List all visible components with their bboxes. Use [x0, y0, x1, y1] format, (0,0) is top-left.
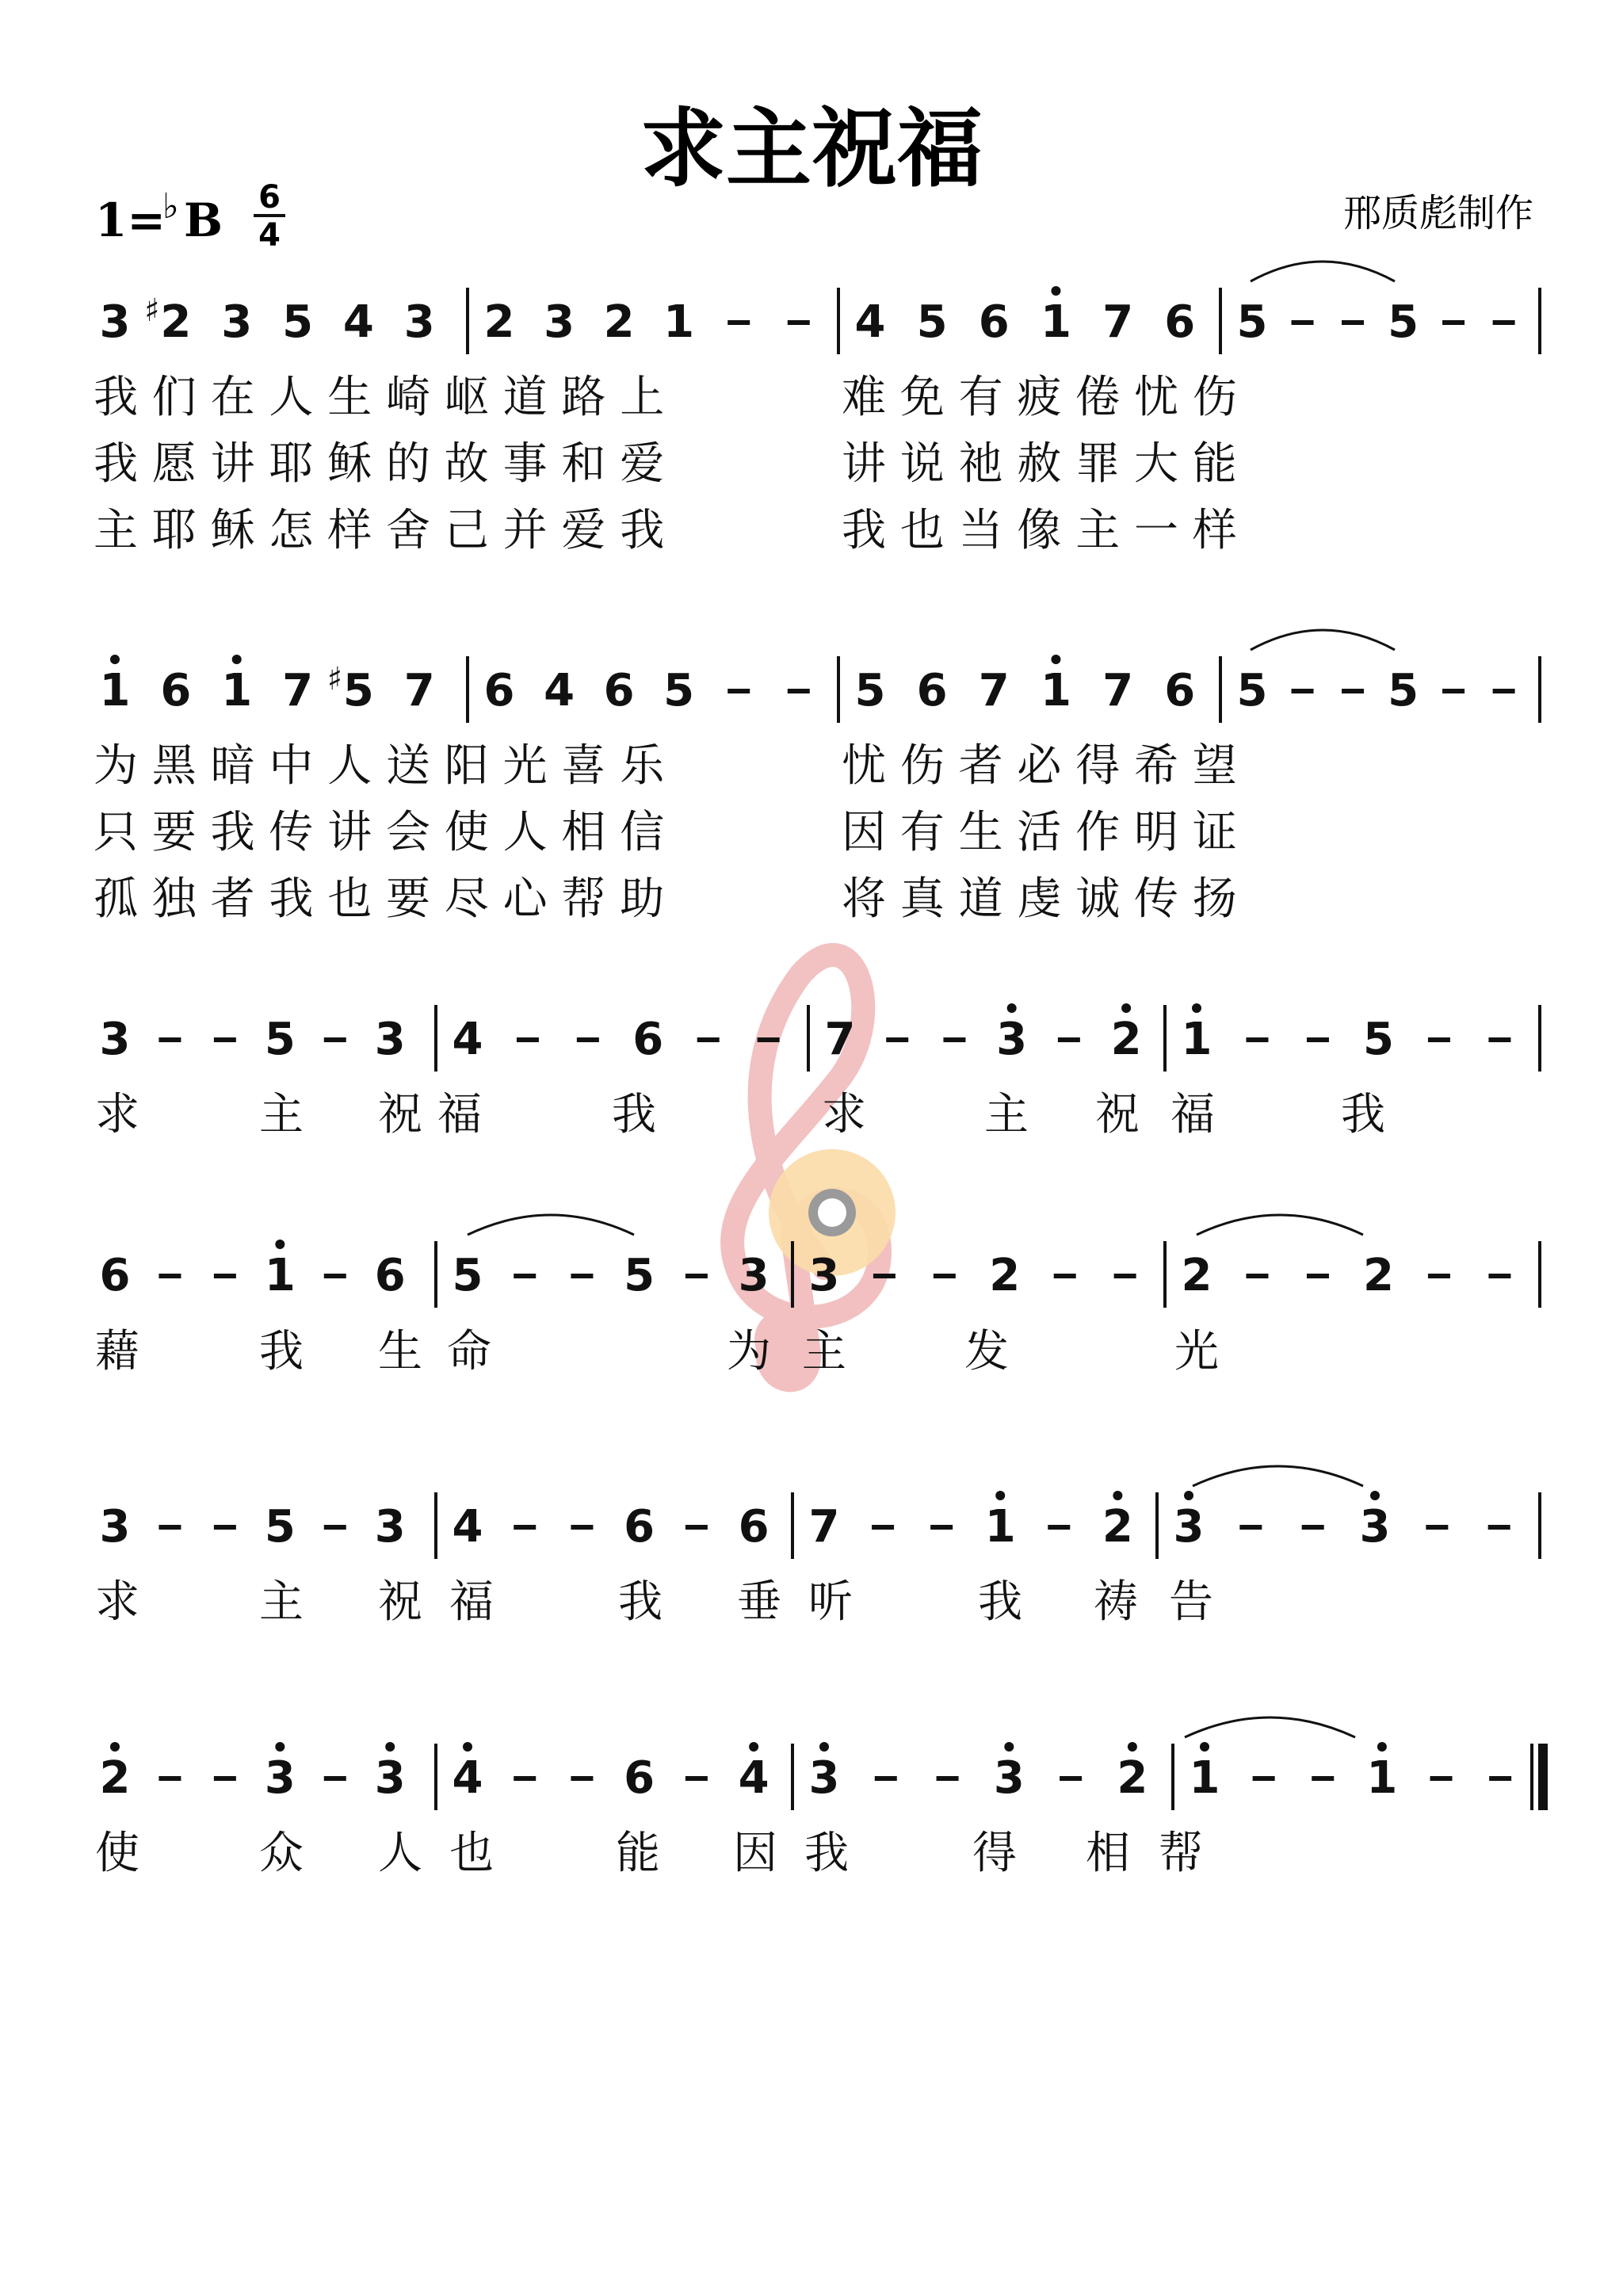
- note: 1: [1189, 1752, 1220, 1804]
- note: 1: [221, 665, 253, 716]
- note: 6: [916, 665, 948, 716]
- note: 3: [99, 1501, 131, 1553]
- note: 6: [624, 1501, 655, 1553]
- octave-dot: [995, 1491, 1005, 1500]
- lyric-line: 为 黑 暗 中 人 送 阳 光 喜 乐: [94, 740, 665, 792]
- note: 1: [984, 1501, 1016, 1553]
- note: 2: [1102, 1501, 1133, 1553]
- octave-dot: [1128, 1742, 1137, 1752]
- lyric-syllable: 求: [95, 1576, 139, 1628]
- lyric-syllable: 祝: [378, 1089, 422, 1140]
- note: 6: [160, 665, 192, 716]
- octave-dot: [1007, 1003, 1017, 1013]
- lyric-line: 难 免 有 疲 倦 忧 伤: [842, 372, 1237, 423]
- octave-dot: [1192, 1003, 1201, 1013]
- note: 2: [483, 296, 515, 348]
- final-barline: [1540, 1744, 1548, 1810]
- lyric-syllable: 藉: [95, 1326, 139, 1377]
- lyric-syllable: 垂: [737, 1576, 781, 1628]
- system-6: [95, 1717, 1548, 1879]
- note: 3: [738, 1250, 769, 1301]
- note: 5: [1362, 1014, 1394, 1065]
- lyric-syllable: 福: [1170, 1089, 1215, 1140]
- lyric-syllable: 主: [259, 1576, 304, 1628]
- lyric-syllable: 听: [808, 1576, 853, 1628]
- note: 5: [854, 665, 886, 716]
- note: 3: [403, 296, 435, 348]
- note: 6: [632, 1014, 664, 1065]
- octave-dot: [1113, 1491, 1122, 1500]
- time-signature-top: 6: [258, 179, 281, 216]
- note: 2: [603, 296, 635, 348]
- note: 4: [738, 1752, 769, 1804]
- octave-dot: [1004, 1742, 1014, 1752]
- note: 1: [264, 1250, 296, 1301]
- octave-dot: [1370, 1491, 1380, 1500]
- note: 6: [1164, 665, 1196, 716]
- note: 3: [374, 1501, 406, 1553]
- note: 3: [99, 296, 131, 348]
- octave-dot: [1121, 1003, 1131, 1013]
- lyric-syllable: 得: [972, 1828, 1017, 1879]
- tie-arc: [1251, 630, 1395, 650]
- lyric-syllable: 福: [437, 1089, 482, 1140]
- tie-arc: [1197, 1215, 1363, 1235]
- sharp-sign: ♯: [327, 661, 343, 697]
- note: 3: [808, 1250, 840, 1301]
- note: 4: [342, 296, 374, 348]
- lyric-syllable: 我: [259, 1326, 304, 1377]
- note: 6: [624, 1752, 655, 1804]
- note: 5: [916, 296, 948, 348]
- system-1: [94, 262, 1540, 556]
- lyric-syllable: 求: [822, 1089, 866, 1140]
- note: 5: [1388, 665, 1419, 716]
- octave-dot: [819, 1742, 829, 1752]
- key-signature: [95, 179, 285, 254]
- tie-arc: [1251, 262, 1395, 281]
- note: 2: [99, 1752, 131, 1804]
- note: 4: [452, 1501, 483, 1553]
- lyric-syllable: 祝: [1095, 1089, 1140, 1140]
- lyric-syllable: 也: [449, 1828, 494, 1879]
- tie-arc: [468, 1215, 634, 1235]
- note: 3: [808, 1752, 840, 1804]
- lyric-syllable: 人: [378, 1828, 422, 1879]
- lyric-syllable: 生: [378, 1326, 422, 1377]
- tie-arc: [1185, 1717, 1355, 1737]
- note: 6: [978, 296, 1010, 348]
- flat-sign: ♭: [162, 186, 179, 227]
- key-prefix: 1=: [95, 193, 166, 247]
- author-credit: 邢质彪制作: [1342, 191, 1533, 235]
- note: 6: [99, 1250, 131, 1301]
- octave-dot: [1051, 286, 1060, 296]
- octave-dot: [275, 1240, 285, 1249]
- lyric-line: 因 有 生 活 作 明 证: [842, 807, 1237, 858]
- lyric-line: 孤 独 者 我 也 要 尽 心 帮 助: [94, 873, 665, 925]
- lyric-syllable: 我: [618, 1576, 663, 1628]
- note: 4: [452, 1014, 483, 1065]
- lyric-syllable: 祝: [378, 1576, 422, 1628]
- lyric-syllable: 因: [733, 1828, 777, 1879]
- lyric-syllable: 光: [1174, 1326, 1219, 1377]
- note: 5: [663, 665, 695, 716]
- system-2: [94, 630, 1540, 925]
- note: 2: [160, 296, 192, 348]
- octave-dot: [1200, 1742, 1209, 1752]
- lyric-syllable: 主: [984, 1089, 1029, 1140]
- note: 3: [996, 1014, 1028, 1065]
- lyric-line: 我 也 当 像 主 一 样: [842, 505, 1237, 556]
- note: 7: [808, 1501, 840, 1553]
- note: 5: [282, 296, 314, 348]
- note: 4: [544, 665, 575, 716]
- octave-dot: [1377, 1742, 1387, 1752]
- time-signature-bottom: 4: [258, 217, 281, 254]
- octave-dot: [1184, 1491, 1193, 1500]
- lyric-line: 将 真 道 虔 诚 传 扬: [842, 873, 1237, 925]
- tie-arc: [1193, 1466, 1363, 1486]
- note: 1: [1366, 1752, 1398, 1804]
- note: 5: [264, 1501, 296, 1553]
- note: 3: [221, 296, 253, 348]
- octave-dot: [110, 1742, 120, 1752]
- note: 3: [99, 1014, 131, 1065]
- note: 7: [824, 1014, 856, 1065]
- note: 7: [1102, 296, 1134, 348]
- lyric-syllable: 能: [616, 1828, 660, 1879]
- note: 4: [854, 296, 886, 348]
- note: 6: [738, 1501, 769, 1553]
- system-5: [95, 1466, 1540, 1628]
- note: 5: [1236, 296, 1268, 348]
- octave-dot: [1051, 655, 1060, 664]
- note: 7: [978, 665, 1010, 716]
- lyric-syllable: 为: [727, 1326, 771, 1377]
- note: 2: [989, 1250, 1021, 1301]
- note: 2: [1362, 1250, 1394, 1301]
- lyric-line: 主 耶 稣 怎 样 舍 己 并 爱 我: [94, 505, 665, 556]
- lyric-syllable: 我: [804, 1828, 849, 1879]
- note: 2: [1181, 1250, 1212, 1301]
- key-tonic: B: [184, 193, 223, 247]
- octave-dot: [232, 655, 242, 664]
- lyric-syllable: 主: [259, 1089, 304, 1140]
- note: 5: [452, 1250, 483, 1301]
- note: 3: [1359, 1501, 1391, 1553]
- note: 1: [1040, 665, 1071, 716]
- lyric-syllable: 众: [259, 1828, 304, 1879]
- note: 4: [452, 1752, 483, 1804]
- note: 5: [264, 1014, 296, 1065]
- note: 3: [1173, 1501, 1205, 1553]
- note: 3: [544, 296, 575, 348]
- lyric-line: 只 要 我 传 讲 会 使 人 相 信: [94, 807, 665, 858]
- lyric-syllable: 福: [449, 1576, 494, 1628]
- note: 5: [624, 1250, 655, 1301]
- note: 2: [1110, 1014, 1142, 1065]
- note: 6: [483, 665, 515, 716]
- note: 3: [374, 1752, 406, 1804]
- music-systems: [94, 262, 1548, 1879]
- note: 1: [99, 665, 131, 716]
- lyric-syllable: 求: [95, 1089, 139, 1140]
- note: 1: [1040, 296, 1071, 348]
- lyric-line: 我 愿 讲 耶 稣 的 故 事 和 爱: [94, 438, 665, 490]
- lyric-syllable: 帮: [1159, 1828, 1203, 1879]
- lyric-line: 讲 说 祂 赦 罪 大 能: [842, 438, 1237, 490]
- lyric-syllable: 告: [1169, 1576, 1213, 1628]
- octave-dot: [275, 1742, 285, 1752]
- note: 6: [1164, 296, 1196, 348]
- lyric-syllable: 我: [1341, 1089, 1385, 1140]
- octave-dot: [749, 1742, 758, 1752]
- page-title: 求主祝福: [640, 99, 983, 199]
- sharp-sign: ♯: [144, 292, 160, 329]
- lyric-line: 忧 伤 者 必 得 希 望: [842, 740, 1237, 792]
- note: 3: [264, 1752, 296, 1804]
- note: 5: [1236, 665, 1268, 716]
- lyric-syllable: 使: [95, 1828, 139, 1879]
- lyric-syllable: 祷: [1094, 1576, 1138, 1628]
- note: 7: [1102, 665, 1134, 716]
- note: 6: [374, 1250, 406, 1301]
- note: 5: [1388, 296, 1419, 348]
- note: 2: [1117, 1752, 1148, 1804]
- lyric-syllable: 相: [1086, 1828, 1130, 1879]
- note: 1: [663, 296, 695, 348]
- lyric-syllable: 主: [802, 1326, 846, 1377]
- lyric-syllable: 命: [447, 1326, 491, 1377]
- lyric-syllable: 我: [978, 1576, 1022, 1628]
- lyric-syllable: 我: [612, 1089, 656, 1140]
- lyric-line: 我 们 在 人 生 崎 岖 道 路 上: [94, 372, 665, 423]
- octave-dot: [385, 1742, 395, 1752]
- lyric-syllable: 发: [964, 1326, 1009, 1377]
- note: 6: [603, 665, 635, 716]
- note: 5: [342, 665, 374, 716]
- note: 7: [282, 665, 314, 716]
- octave-dot: [110, 655, 120, 664]
- note: 3: [374, 1014, 406, 1065]
- time-signature: [254, 179, 285, 254]
- octave-dot: [463, 1742, 472, 1752]
- note: 1: [1181, 1014, 1212, 1065]
- note: 7: [403, 665, 435, 716]
- note: 3: [993, 1752, 1025, 1804]
